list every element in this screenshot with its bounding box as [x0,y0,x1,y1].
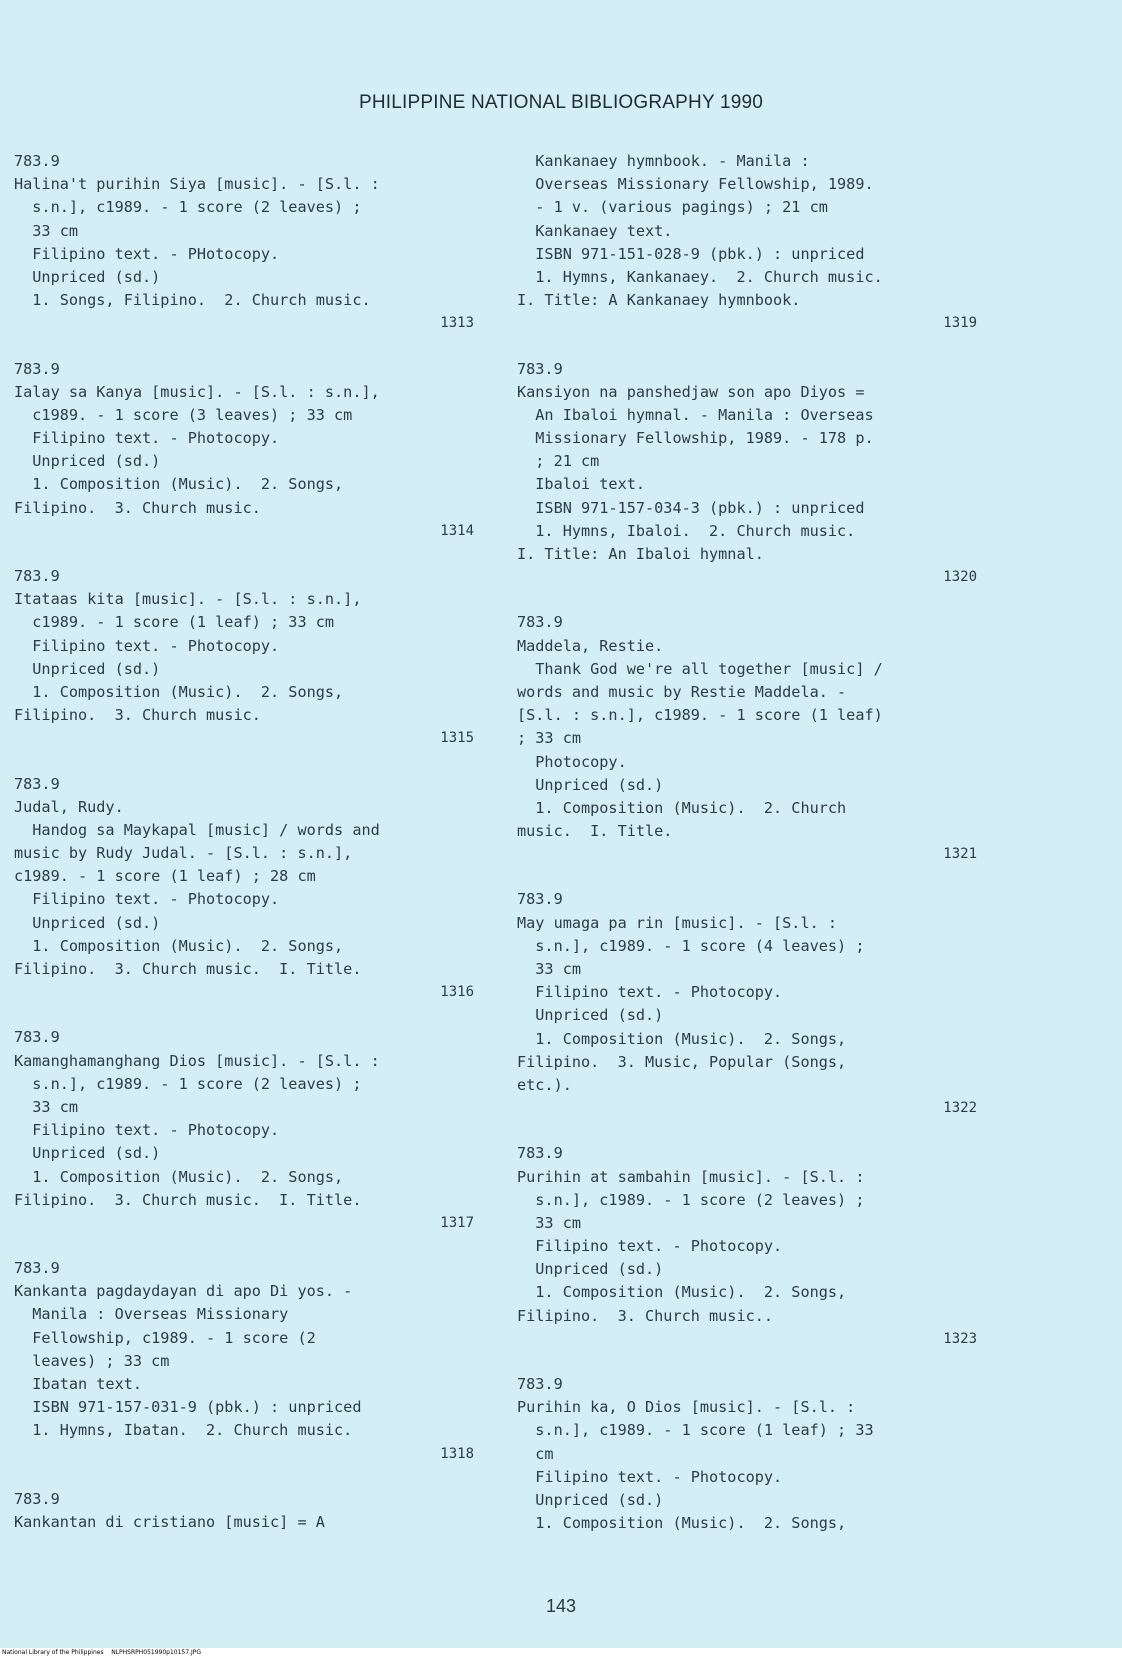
class-number: 783.9 [517,890,563,909]
entry-line: Unpriced (sd.) [517,1260,664,1279]
entry-line: Kamanghamanghang Dios [music]. - [S.l. : [14,1051,380,1070]
entry-line: music by Rudy Judal. - [S.l. : s.n.], [14,844,353,863]
class-number: 783.9 [517,1144,563,1163]
entry-line: 1. Hymns, Ibaloi. 2. Church music. [517,521,856,540]
entry-line: cm [517,1444,554,1463]
entry-line: Kankantan di cristiano [music] = A [14,1512,325,1531]
entry-line: Filipino text. - Photocopy. [14,1121,280,1140]
class-number: 783.9 [14,567,60,585]
entry-line: Filipino. 3. Church music. [14,498,261,517]
entry-line: 1. Hymns, Ibatan. 2. Church music. [14,1421,353,1440]
entry-number: 1321 [943,846,977,863]
entry-number: 1313 [440,315,474,332]
entry-line: Itataas kita [music]. - [S.l. : s.n.], [14,590,362,609]
bibliography-entry [517,1373,977,1535]
class-number: 783.9 [14,1489,60,1508]
bibliography-entry [14,150,474,336]
bibliography-entry [14,358,474,544]
entry-line: c1989. - 1 score (1 leaf) ; 28 cm [14,867,316,886]
class-number: 783.9 [14,774,60,793]
entry-line: 1. Songs, Filipino. 2. Church music. [14,291,371,310]
entry-line: Filipino text. - Photocopy. [517,983,783,1002]
entry-line: ISBN 971-157-031-9 (pbk.) : unpriced [14,1398,362,1417]
entry-line: Filipino text. - Photocopy. [517,1467,783,1486]
entry-line: Kansiyon na panshedjaw son apo Diyos = [517,382,865,401]
entry-number: 1318 [440,1445,474,1462]
entry-line: 1. Composition (Music). 2. Songs, [14,475,344,494]
entry-number: 1316 [440,984,474,1001]
entry-line: Unpriced (sd.) [14,452,161,471]
entry-line: c1989. - 1 score (1 leaf) ; 33 cm [14,613,335,632]
bibliography-entry [14,1488,474,1534]
class-number: 783.9 [14,1028,60,1047]
bibliography-entry [14,773,474,1005]
class-number: 783.9 [14,1259,60,1278]
right-column [517,150,977,1557]
entry-line: Missionary Fellowship, 1989. - 178 p. [517,429,874,448]
bibliography-entry [14,1026,474,1235]
entry-line: Ialay sa Kanya [music]. - [S.l. : s.n.], [14,382,380,401]
entry-line: s.n.], c1989. - 1 score (2 leaves) ; [14,1074,362,1093]
entry-line: Handog sa Maykapal [music] / words and [14,820,380,839]
entry-line: Maddela, Restie. [517,636,664,655]
entry-line: Kankanaey text. [517,221,673,240]
entry-line: Filipino text. - Photocopy. [517,1237,783,1256]
entry-line: Unpriced (sd.) [517,1006,664,1025]
entry-line: Unpriced (sd.) [14,1144,161,1163]
entry-line: 1. Composition (Music). 2. Songs, [14,1167,344,1186]
entry-line: Thank God we're all together [music] / [517,659,883,678]
entry-line: s.n.], c1989. - 1 score (1 leaf) ; 33 [517,1421,874,1440]
entry-line: 33 cm [14,1097,79,1116]
entry-line: 33 cm [14,221,79,240]
entry-line: Manila : Overseas Missionary [14,1305,289,1324]
entry-line: Unpriced (sd.) [14,913,161,932]
entry-line: Kankanta pagdaydayan di apo Di yos. - [14,1282,353,1301]
entry-line: ISBN 971-151-028-9 (pbk.) : unpriced [517,244,865,263]
bibliography-entry [14,1257,474,1466]
entry-line: c1989. - 1 score (3 leaves) ; 33 cm [14,405,353,424]
entry-line: ISBN 971-157-034-3 (pbk.) : unpriced [517,498,865,517]
entry-number: 1323 [943,1330,977,1347]
entry-line: - 1 v. (various pagings) ; 21 cm [517,198,828,217]
entry-number: 1315 [440,730,474,747]
entry-line: Filipino text. - Photocopy. [14,636,280,655]
entry-line: 1. Composition (Music). 2. Songs, [517,1514,847,1533]
entry-line: Purihin at sambahin [music]. - [S.l. : [517,1167,865,1186]
entry-line: Filipino. 3. Church music. [14,706,261,725]
class-number: 783.9 [14,152,60,170]
entry-line: Halina't purihin Siya [music]. - [S.l. : [14,175,380,194]
entry-line: 1. Composition (Music). 2. Church [517,798,847,817]
page-number: 143 [545,1596,577,1616]
entry-line: ; 21 cm [517,452,600,471]
entry-line: [S.l. : s.n.], c1989. - 1 score (1 leaf) [517,706,883,725]
entry-line: Unpriced (sd.) [517,775,664,794]
entry-number: 1317 [440,1214,474,1231]
scan-footer-strip: National Library of the Philippines NLPHSRPH051990p10157.JPG [0,1648,1122,1658]
entry-line: words and music by Restie Maddela. - [517,682,847,701]
entry-line: s.n.], c1989. - 1 score (2 leaves) ; [14,198,362,217]
entry-line: 33 cm [517,960,582,978]
entry-line: Filipino. 3. Church music. I. Title. [14,960,362,978]
entry-line: Filipino. 3. Church music.. [517,1306,774,1325]
entry-line: s.n.], c1989. - 1 score (4 leaves) ; [517,936,865,955]
entry-line: Ibaloi text. [517,475,646,494]
entry-line: Ibatan text. [14,1375,143,1393]
entry-line: Filipino text. - PHotocopy. [14,244,280,263]
class-number: 783.9 [517,359,563,378]
entry-line: Purihin ka, O Dios [music]. - [S.l. : [517,1398,856,1417]
entry-line: music. I. Title. [517,822,673,841]
bibliography-entry [517,1142,977,1351]
entry-line: I. Title: An Ibaloi hymnal. [517,545,764,563]
entry-line: An Ibaloi hymnal. - Manila : Overseas [517,405,874,424]
entry-line: 1. Hymns, Kankanaey. 2. Church music. [517,267,883,286]
entry-line: I. Title: A Kankanaey hymnbook. [517,291,801,310]
bibliography-entry [517,611,977,866]
entry-line: Judal, Rudy. [14,797,124,816]
entry-number: 1314 [440,522,474,539]
entry-line: 1. Composition (Music). 2. Songs, [517,1029,847,1048]
entry-line: Filipino. 3. Music, Popular (Songs, [517,1052,847,1071]
entry-line: Unpriced (sd.) [517,1490,664,1509]
page-title: PHILIPPINE NATIONAL BIBLIOGRAPHY 1990 [358,92,764,113]
left-column [14,150,474,1556]
class-number: 783.9 [517,1375,563,1393]
entry-line: Unpriced (sd.) [14,267,161,286]
bibliography-entry [517,888,977,1120]
entry-number: 1322 [943,1100,977,1117]
entry-line: 1. Composition (Music). 2. Songs, [14,936,344,955]
entry-line: Filipino text. - Photocopy. [14,429,280,448]
entry-line: s.n.], c1989. - 1 score (2 leaves) ; [517,1190,865,1209]
entry-line: Filipino text. - Photocopy. [14,890,280,909]
bibliography-entry [517,150,977,336]
entry-line: Photocopy. [517,752,627,771]
entry-line: ; 33 cm [517,729,582,748]
entry-line: 1. Composition (Music). 2. Songs, [14,682,344,701]
entry-line: etc.). [517,1075,572,1094]
class-number: 783.9 [517,613,563,632]
entry-line: Filipino. 3. Church music. I. Title. [14,1190,362,1209]
entry-line: leaves) ; 33 cm [14,1351,170,1370]
entry-line: Unpriced (sd.) [14,659,161,678]
entry-line: Fellowship, c1989. - 1 score (2 [14,1328,316,1347]
bibliography-entry [14,565,474,751]
entry-line: May umaga pa rin [music]. - [S.l. : [517,913,838,932]
entry-number: 1320 [943,569,977,586]
bibliography-entry [517,358,977,590]
class-number: 783.9 [14,359,60,378]
entry-line: 1. Composition (Music). 2. Songs, [517,1283,847,1302]
entry-line: Overseas Missionary Fellowship, 1989. [517,175,874,194]
entry-line: 33 cm [517,1213,582,1232]
entry-number: 1319 [943,315,977,332]
entry-line: Kankanaey hymnbook. - Manila : [517,152,810,170]
